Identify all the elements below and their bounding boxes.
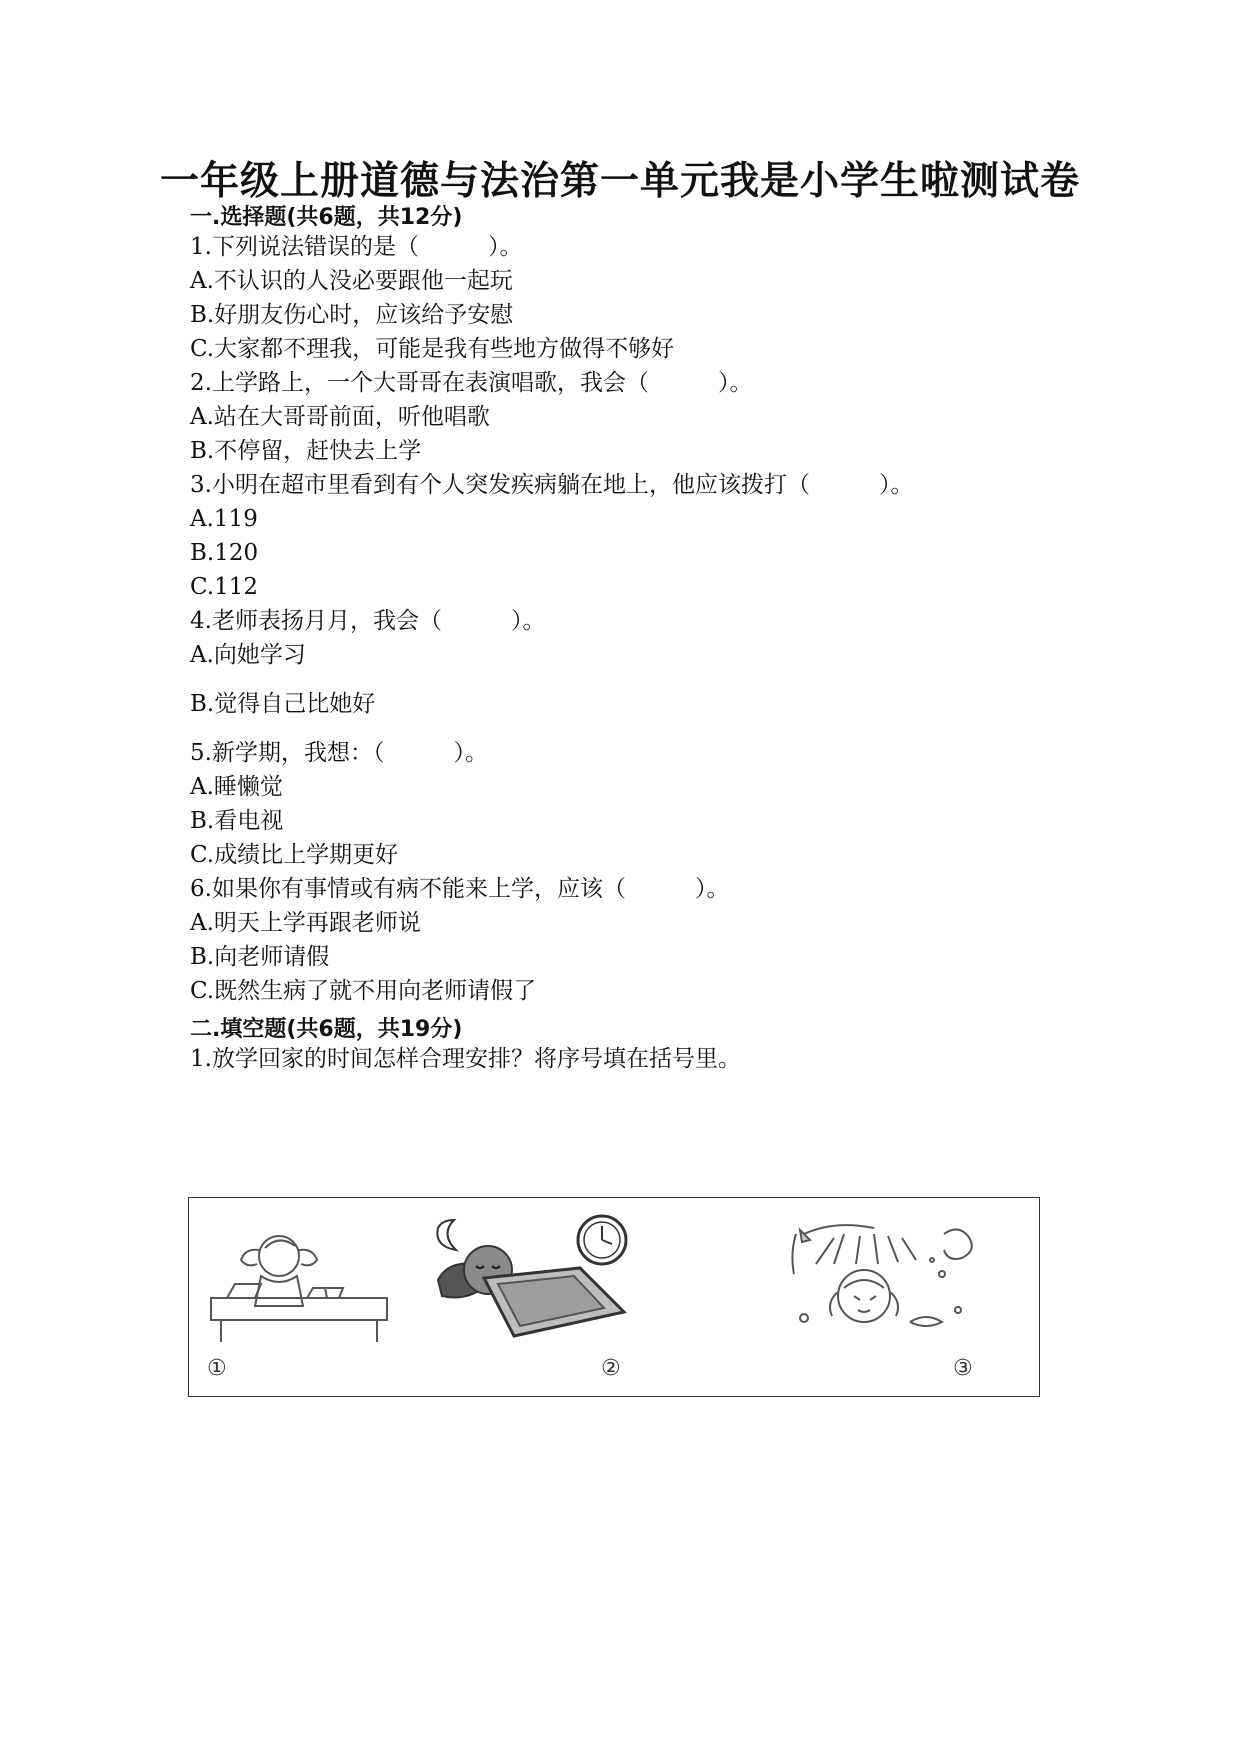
fill-question-1: 1.放学回家的时间怎样合理安排？将序号填在括号里。 (190, 1046, 741, 1072)
option-6c: C.既然生病了就不用向老师请假了 (190, 978, 537, 1004)
section-heading-multiple-choice: 一.选择题(共6题，共12分) (190, 205, 463, 230)
picture-label-3: ③ (953, 1356, 973, 1381)
option-4b: B.觉得自己比她好 (190, 691, 376, 717)
washing-child-illustration (774, 1214, 994, 1344)
question-3: 3.小明在超市里看到有个人突发疾病躺在地上，他应该拨打（ ）。 (190, 472, 914, 498)
option-6a: A.明天上学再跟老师说 (190, 910, 421, 936)
option-5a: A.睡懒觉 (190, 774, 283, 800)
question-5: 5.新学期，我想：（ ）。 (190, 740, 488, 766)
option-2a: A.站在大哥哥前面，听他唱歌 (190, 404, 490, 430)
option-3a: A.119 (190, 506, 258, 532)
sleeping-child-illustration (424, 1210, 634, 1340)
page-title: 一年级上册道德与法治第一单元我是小学生啦测试卷 (159, 159, 1080, 204)
question-2: 2.上学路上，一个大哥哥在表演唱歌，我会（ ）。 (190, 370, 753, 396)
option-2b: B.不停留，赶快去上学 (190, 438, 422, 464)
studying-girl-illustration (207, 1226, 397, 1344)
section-heading-fill-blank: 二.填空题(共6题，共19分) (190, 1017, 463, 1042)
option-4a: A.向她学习 (190, 642, 306, 668)
question-1: 1.下列说法错误的是（ ）。 (190, 234, 523, 260)
question-6: 6.如果你有事情或有病不能来上学，应该（ ）。 (190, 876, 730, 902)
option-5c: C.成绩比上学期更好 (190, 842, 399, 868)
question-4: 4.老师表扬月月，我会（ ）。 (190, 608, 546, 634)
illustration-panel (188, 1197, 1040, 1397)
option-1a: A.不认识的人没必要跟他一起玩 (190, 268, 513, 294)
option-1b: B.好朋友伤心时，应该给予安慰 (190, 302, 514, 328)
option-5b: B.看电视 (190, 808, 284, 834)
option-6b: B.向老师请假 (190, 944, 330, 970)
option-1c: C.大家都不理我，可能是我有些地方做得不够好 (190, 336, 675, 362)
picture-label-1: ① (207, 1356, 227, 1381)
option-3b: B.120 (190, 540, 259, 566)
picture-label-2: ② (601, 1356, 621, 1381)
option-3c: C.112 (190, 574, 258, 600)
